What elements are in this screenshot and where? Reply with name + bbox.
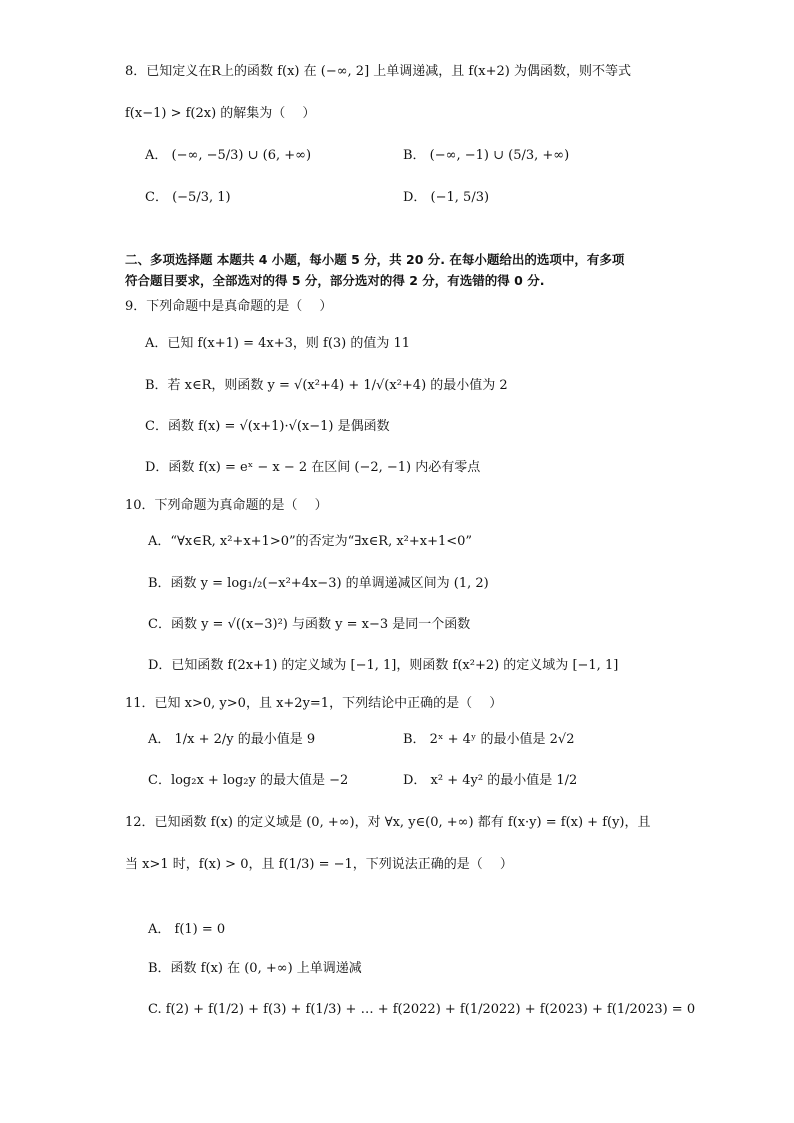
q12-option-a: A． f(1) = 0 xyxy=(148,922,226,937)
q8-stem-line1: 8．已知定义在R上的函数 f(x) 在 (−∞, 2] 上单调递减，且 f(x+2) 为偶函数，则不等式 xyxy=(125,64,631,79)
q9-option-c: C．函数 f(x) = √(x+1)·√(x−1) 是偶函数 xyxy=(145,419,390,434)
q11-option-c: C．log₂x + log₂y 的最大值是 −2 xyxy=(148,773,349,788)
q12-stem-line1: 12．已知函数 f(x) 的定义域是 (0, +∞)，对 ∀x, y∈(0, +∞) 都有 f(x·y) = f(x) + f(y)，且 xyxy=(125,815,651,830)
q9-option-d: D．函数 f(x) = eˣ − x − 2 在区间 (−2, −1) 内必有零点 xyxy=(145,460,481,475)
q9-option-b: B．若 x∈R，则函数 y = √(x²+4) + 1/√(x²+4) 的最小值为 2 xyxy=(145,378,508,393)
q10-stem: 10．下列命题为真命题的是（ ） xyxy=(125,498,328,513)
section-2-line1: 二、多项选择题 本题共 4 小题，每小题 5 分，共 20 分. 在每小题给出的选项中，有多项 xyxy=(125,252,625,267)
q8-stem-line2: f(x−1) > f(2x) 的解集为（ ） xyxy=(125,106,316,121)
q11-stem: 11．已知 x>0, y>0，且 x+2y=1，下列结论中正确的是（ ） xyxy=(125,696,503,711)
q9-option-a: A．已知 f(x+1) = 4x+3，则 f(3) 的值为 11 xyxy=(145,336,411,351)
q11-option-a: A． 1/x + 2/y 的最小值是 9 xyxy=(148,732,316,747)
q10-option-d: D．已知函数 f(2x+1) 的定义域为 [−1, 1]，则函数 f(x²+2) 的定义域为 [−1, 1] xyxy=(148,658,619,673)
q8-option-d: D． (−1, 5/3) xyxy=(403,190,490,205)
q12-option-c: C. f(2) + f(1/2) + f(3) + f(1/3) + … + f(2022) + f(1/2022) + f(2023) + f(1/2023) = 0 xyxy=(148,1002,696,1017)
q8-option-a: A． (−∞, −5/3) ∪ (6, +∞) xyxy=(145,148,312,163)
section-2-line2: 符合题目要求，全部选对的得 5 分，部分选对的得 2 分，有选错的得 0 分. xyxy=(125,273,545,288)
q10-option-c: C．函数 y = √((x−3)²) 与函数 y = x−3 是同一个函数 xyxy=(148,617,471,632)
q8-option-c: C． (−5/3, 1) xyxy=(145,190,231,205)
q12-stem-line2: 当 x>1 时，f(x) > 0，且 f(1/3) = −1，下列说法正确的是（ ） xyxy=(125,857,513,872)
q11-option-b: B． 2ˣ + 4ʸ 的最小值是 2√2 xyxy=(403,732,575,747)
q10-option-b: B．函数 y = log₁/₂(−x²+4x−3) 的单调递减区间为 (1, 2) xyxy=(148,576,489,591)
q11-option-d: D． x² + 4y² 的最小值是 1/2 xyxy=(403,773,578,788)
q10-option-a: A．“∀x∈R, x²+x+1>0”的否定为“∃x∈R, x²+x+1<0” xyxy=(148,534,473,549)
q9-stem: 9．下列命题中是真命题的是（ ） xyxy=(125,299,333,314)
q8-option-b: B． (−∞, −1) ∪ (5/3, +∞) xyxy=(403,148,570,163)
q12-option-b: B．函数 f(x) 在 (0, +∞) 上单调递减 xyxy=(148,961,362,976)
